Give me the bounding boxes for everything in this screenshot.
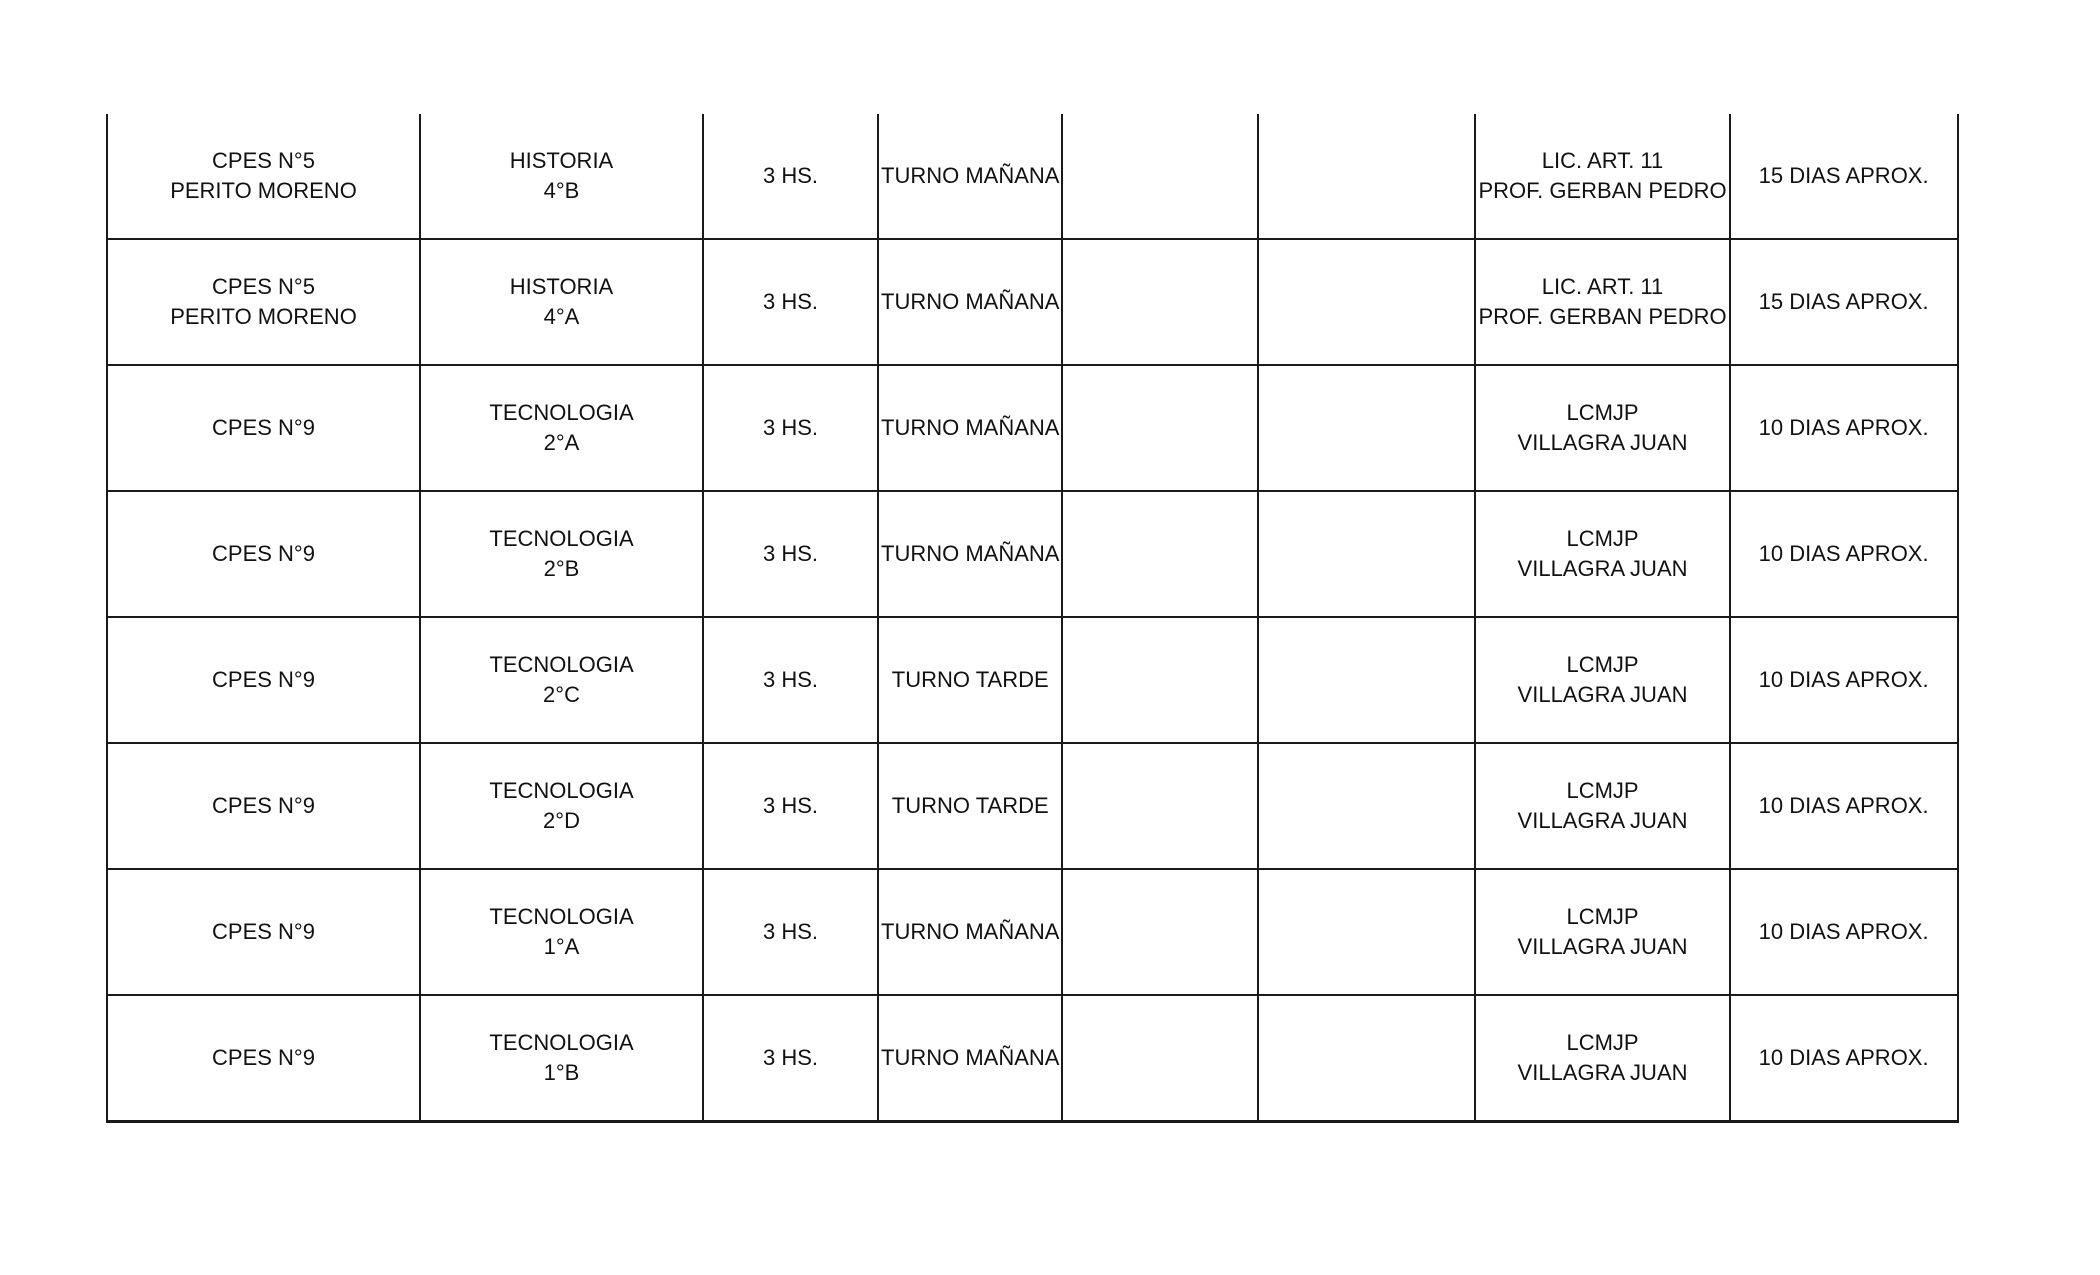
school-cell xyxy=(107,617,420,743)
hours-cell: 3 HS. xyxy=(703,491,878,617)
reason-cell-line: LCMJP xyxy=(1566,526,1639,551)
table-row xyxy=(107,995,1958,1122)
school-cell-line: CPES N°9 xyxy=(212,1045,315,1070)
empty-cell-a xyxy=(1062,995,1258,1122)
school-cell-line: CPES N°9 xyxy=(212,415,315,440)
subject-cell-line: 2°B xyxy=(543,556,580,581)
reason-cell-line: VILLAGRA JUAN xyxy=(1517,1060,1688,1085)
empty-cell-b xyxy=(1258,995,1475,1122)
empty-cell-b xyxy=(1258,617,1475,743)
school-cell xyxy=(107,365,420,491)
empty-cell-a xyxy=(1062,114,1258,239)
school-cell xyxy=(107,995,420,1122)
reason-cell-line: VILLAGRA JUAN xyxy=(1517,430,1688,455)
reason-cell-line: VILLAGRA JUAN xyxy=(1517,934,1688,959)
subject-cell xyxy=(420,995,703,1122)
duration-cell: 10 DIAS APROX. xyxy=(1730,491,1958,617)
empty-cell-a xyxy=(1062,869,1258,995)
subject-cell-line: TECNOLOGIA xyxy=(489,400,634,425)
shift-cell: TURNO MAÑANA xyxy=(878,365,1062,491)
reason-cell xyxy=(1475,114,1729,239)
subject-cell xyxy=(420,617,703,743)
subject-cell-line: TECNOLOGIA xyxy=(489,778,634,803)
subject-cell xyxy=(420,869,703,995)
reason-cell-line: LCMJP xyxy=(1566,904,1639,929)
table-row xyxy=(107,114,1958,239)
empty-cell-b xyxy=(1258,743,1475,869)
school-cell xyxy=(107,743,420,869)
empty-cell-a xyxy=(1062,743,1258,869)
reason-cell-line: PROF. GERBAN PEDRO xyxy=(1478,304,1727,329)
empty-cell-b xyxy=(1258,114,1475,239)
duration-cell: 10 DIAS APROX. xyxy=(1730,365,1958,491)
subject-cell-line: TECNOLOGIA xyxy=(489,1030,634,1055)
shift-cell: TURNO MAÑANA xyxy=(878,491,1062,617)
subject-cell-line: 1°A xyxy=(543,934,580,959)
hours-cell: 3 HS. xyxy=(703,869,878,995)
empty-cell-a xyxy=(1062,491,1258,617)
duration-cell: 10 DIAS APROX. xyxy=(1730,743,1958,869)
table-row xyxy=(107,617,1958,743)
empty-cell-b xyxy=(1258,365,1475,491)
table-body xyxy=(107,114,1958,1122)
table-row xyxy=(107,869,1958,995)
subject-cell-line: TECNOLOGIA xyxy=(489,526,634,551)
reason-cell-line: VILLAGRA JUAN xyxy=(1517,808,1688,833)
reason-cell-line: PROF. GERBAN PEDRO xyxy=(1478,178,1727,203)
shift-cell: TURNO TARDE xyxy=(878,617,1062,743)
subject-cell xyxy=(420,114,703,239)
reason-cell-line: VILLAGRA JUAN xyxy=(1517,682,1688,707)
subject-cell-line: 2°A xyxy=(543,430,580,455)
shift-cell: TURNO MAÑANA xyxy=(878,869,1062,995)
reason-cell-line: LIC. ART. 11 xyxy=(1541,274,1664,299)
hours-cell: 3 HS. xyxy=(703,995,878,1122)
subject-cell xyxy=(420,743,703,869)
subject-cell-line: 2°C xyxy=(543,682,580,707)
reason-cell-line: LIC. ART. 11 xyxy=(1541,148,1664,173)
table-row xyxy=(107,239,1958,365)
shift-cell: TURNO TARDE xyxy=(878,743,1062,869)
subject-cell xyxy=(420,239,703,365)
reason-cell-line: LCMJP xyxy=(1566,652,1639,677)
school-cell-line: CPES N°5 xyxy=(212,274,315,299)
reason-cell-line: LCMJP xyxy=(1566,1030,1639,1055)
hours-cell: 3 HS. xyxy=(703,743,878,869)
school-cell-line: CPES N°9 xyxy=(212,793,315,818)
school-cell xyxy=(107,114,420,239)
reason-cell xyxy=(1475,365,1729,491)
school-cell-line: CPES N°9 xyxy=(212,919,315,944)
school-cell-line: PERITO MORENO xyxy=(170,178,357,203)
empty-cell-b xyxy=(1258,239,1475,365)
reason-cell xyxy=(1475,491,1729,617)
duration-cell: 10 DIAS APROX. xyxy=(1730,995,1958,1122)
reason-cell xyxy=(1475,239,1729,365)
subject-cell-line: 4°A xyxy=(543,304,580,329)
reason-cell xyxy=(1475,617,1729,743)
subject-cell-line: 4°B xyxy=(543,178,580,203)
subject-cell-line: TECNOLOGIA xyxy=(489,904,634,929)
reason-cell-line: LCMJP xyxy=(1566,400,1639,425)
school-cell xyxy=(107,239,420,365)
subject-cell xyxy=(420,491,703,617)
shift-cell: TURNO MAÑANA xyxy=(878,995,1062,1122)
school-cell-line: CPES N°9 xyxy=(212,541,315,566)
reason-cell-line: LCMJP xyxy=(1566,778,1639,803)
hours-cell: 3 HS. xyxy=(703,365,878,491)
subject-cell-line: HISTORIA xyxy=(509,148,614,173)
reason-cell-line: VILLAGRA JUAN xyxy=(1517,556,1688,581)
duration-cell: 15 DIAS APROX. xyxy=(1730,114,1958,239)
empty-cell-b xyxy=(1258,491,1475,617)
empty-cell-a xyxy=(1062,365,1258,491)
subject-cell-line: 1°B xyxy=(543,1060,580,1085)
school-cell-line: CPES N°9 xyxy=(212,667,315,692)
vacancy-table xyxy=(106,114,1959,1123)
reason-cell xyxy=(1475,743,1729,869)
school-cell xyxy=(107,491,420,617)
duration-cell: 10 DIAS APROX. xyxy=(1730,869,1958,995)
duration-cell: 10 DIAS APROX. xyxy=(1730,617,1958,743)
shift-cell: TURNO MAÑANA xyxy=(878,114,1062,239)
table-row xyxy=(107,491,1958,617)
school-cell-line: CPES N°5 xyxy=(212,148,315,173)
empty-cell-b xyxy=(1258,869,1475,995)
hours-cell: 3 HS. xyxy=(703,114,878,239)
reason-cell xyxy=(1475,869,1729,995)
hours-cell: 3 HS. xyxy=(703,239,878,365)
school-cell xyxy=(107,869,420,995)
table-row xyxy=(107,743,1958,869)
subject-cell-line: 2°D xyxy=(543,808,580,833)
empty-cell-a xyxy=(1062,239,1258,365)
empty-cell-a xyxy=(1062,617,1258,743)
duration-cell: 15 DIAS APROX. xyxy=(1730,239,1958,365)
subject-cell-line: TECNOLOGIA xyxy=(489,652,634,677)
subject-cell xyxy=(420,365,703,491)
subject-cell-line: HISTORIA xyxy=(509,274,614,299)
hours-cell: 3 HS. xyxy=(703,617,878,743)
school-cell-line: PERITO MORENO xyxy=(170,304,357,329)
table-row xyxy=(107,365,1958,491)
shift-cell: TURNO MAÑANA xyxy=(878,239,1062,365)
reason-cell xyxy=(1475,995,1729,1122)
